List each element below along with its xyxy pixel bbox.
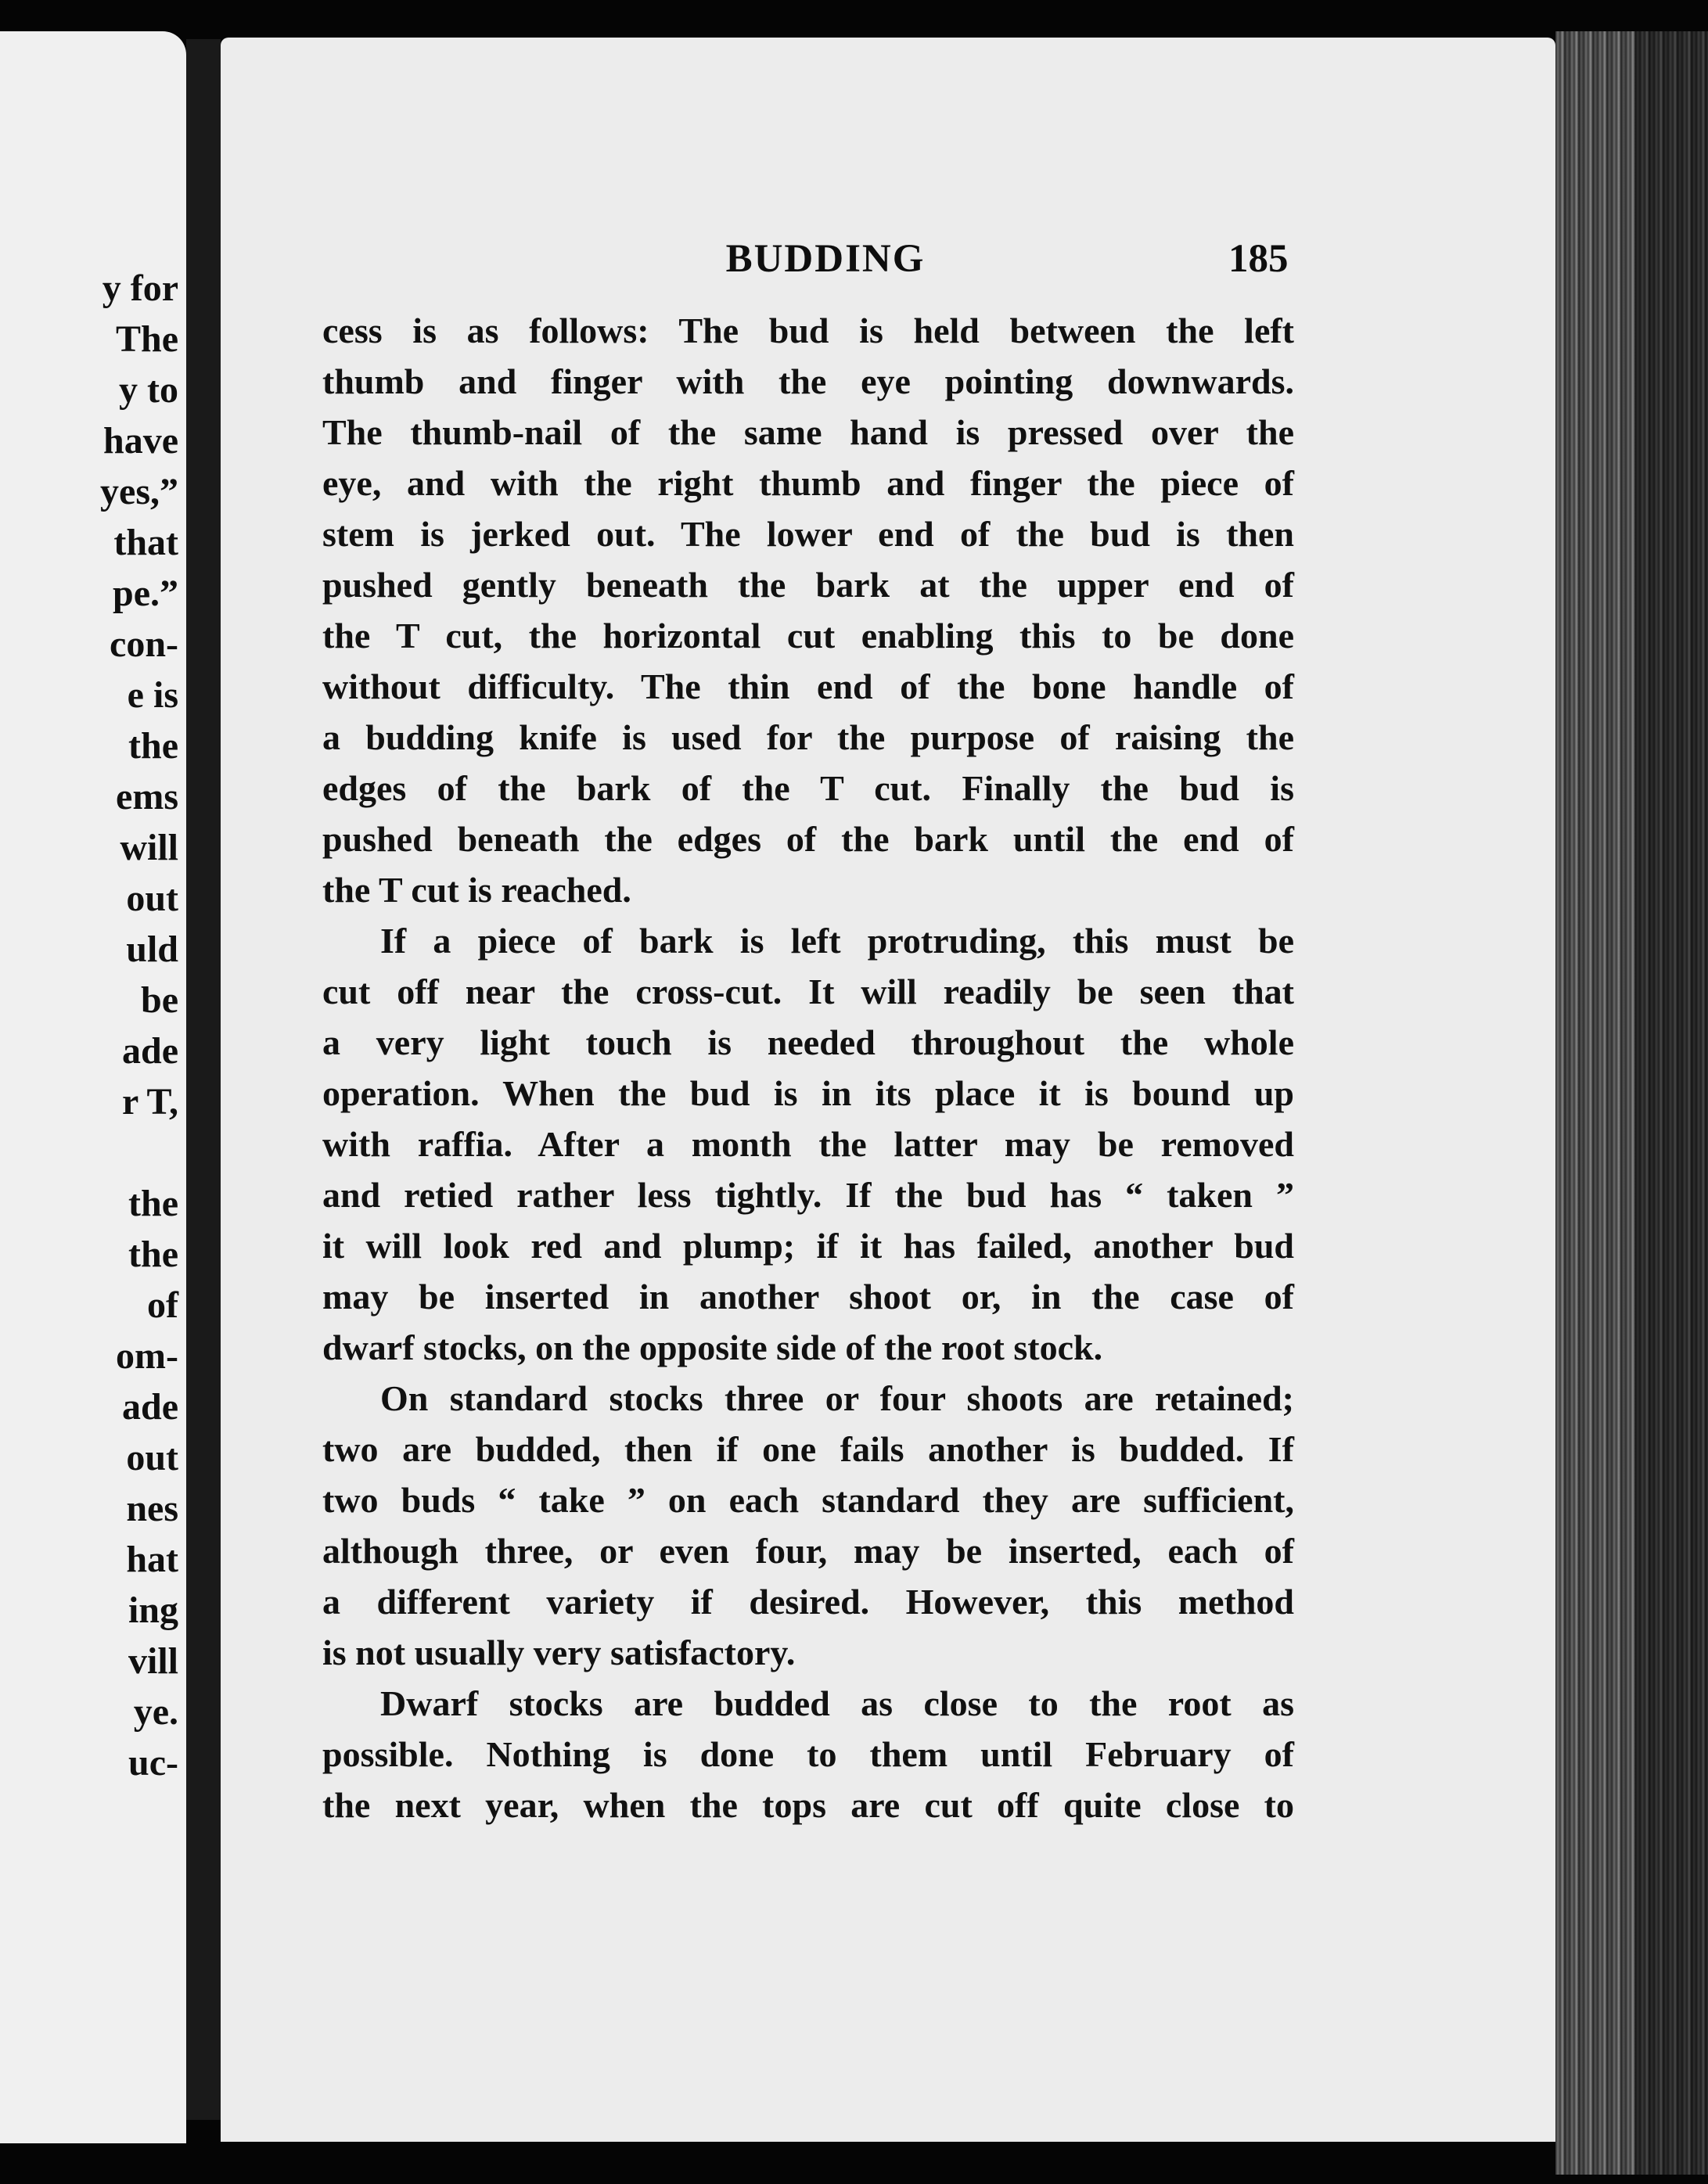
left-page-fragment: out — [126, 1437, 178, 1478]
body-line: a different variety if desired. However, this method — [322, 1582, 1294, 1622]
body-line: without difficulty. The thin end of the bone handle of — [322, 666, 1294, 706]
body-line: pushed beneath the edges of the bark until the end of — [322, 819, 1294, 859]
left-page-fragment: The — [115, 318, 178, 360]
left-page-fragment: y for — [102, 268, 178, 309]
left-page-fragment: hat — [126, 1539, 178, 1580]
left-page-fragment: e is — [127, 674, 178, 716]
body-line: The thumb-nail of the same hand is pressed over the — [322, 412, 1294, 452]
body-line: eye, and with the right thumb and finger the piece of — [322, 463, 1294, 503]
body-line: a very light touch is needed throughout the whole — [322, 1022, 1294, 1062]
left-page-fragment: ing — [128, 1590, 178, 1631]
left-page-fragment: ade — [122, 1030, 178, 1072]
left-page-fragment: om- — [116, 1335, 178, 1377]
body-line: If a piece of bark is left protruding, this must be — [380, 921, 1294, 961]
left-page-fragment: ade — [122, 1386, 178, 1428]
body-line: two are budded, then if one fails another is budded. If — [322, 1429, 1294, 1469]
left-page-fragment: have — [103, 420, 178, 462]
left-page-fragment: the — [128, 1183, 178, 1224]
body-line: dwarf stocks, on the opposite side of the root stock. — [322, 1327, 1103, 1367]
left-facing-page — [0, 31, 186, 2143]
body-line: thumb and finger with the eye pointing downwards. — [322, 361, 1294, 401]
book-gutter — [186, 39, 221, 2120]
body-line: edges of the bark of the T cut. Finally the bud is — [322, 768, 1294, 808]
body-line: the T cut, the horizontal cut enabling this to be done — [322, 616, 1294, 656]
body-line: and retied rather less tightly. If the bud has “ taken ” — [322, 1175, 1294, 1215]
running-head-title: BUDDING — [725, 237, 926, 281]
body-line: cess is as follows: The bud is held between the left — [322, 311, 1294, 350]
left-page-fragment: out — [126, 878, 178, 919]
body-line: operation. When the bud is in its place it is bound up — [322, 1073, 1294, 1113]
body-line: it will look red and plump; if it has failed, another bud — [322, 1226, 1294, 1266]
body-line: a budding knife is used for the purpose of raising the — [322, 717, 1294, 757]
left-page-fragment: of — [147, 1284, 178, 1326]
left-page-fragment: the — [128, 725, 178, 767]
main-page — [221, 38, 1555, 2142]
body-line: possible. Nothing is done to them until February of — [322, 1734, 1294, 1774]
body-line: the next year, when the tops are cut off quite close to — [322, 1785, 1294, 1825]
page-fore-edge-shadow — [1635, 31, 1708, 2175]
left-page-fragment: nes — [126, 1488, 178, 1529]
page-number: 185 — [1228, 237, 1289, 281]
left-page-fragment: be — [141, 979, 178, 1021]
body-line: although three, or even four, may be inserted, each of — [322, 1531, 1294, 1571]
body-line: cut off near the cross-cut. It will readily be seen that — [322, 972, 1294, 1011]
left-page-fragment: ems — [116, 776, 178, 817]
left-page-fragment: r T, — [121, 1081, 178, 1123]
left-page-fragment: y to — [119, 369, 178, 411]
left-page-fragment: the — [128, 1234, 178, 1275]
left-page-fragment: con- — [110, 623, 178, 665]
body-line: two buds “ take ” on each standard they are sufficient, — [322, 1480, 1294, 1520]
body-line: Dwarf stocks are budded as close to the root as — [380, 1683, 1294, 1723]
body-line: with raffia. After a month the latter may be removed — [322, 1124, 1294, 1164]
body-line: stem is jerked out. The lower end of the bud is then — [322, 514, 1294, 554]
body-line: pushed gently beneath the bark at the upper end of — [322, 565, 1294, 605]
left-page-fragment: ye. — [133, 1691, 178, 1733]
body-line: may be inserted in another shoot or, in the case of — [322, 1277, 1294, 1317]
left-page-fragment: uc- — [128, 1742, 178, 1783]
body-line: the T cut is reached. — [322, 870, 631, 910]
left-page-fragment: pe.” — [113, 573, 178, 614]
left-page-fragment: uld — [126, 929, 178, 970]
left-page-fragment: yes,” — [100, 471, 178, 512]
left-page-fragment: vill — [128, 1640, 178, 1682]
left-page-fragment: that — [113, 522, 178, 563]
body-line: On standard stocks three or four shoots are retained; — [380, 1378, 1294, 1418]
body-line: is not usually very satisfactory. — [322, 1633, 796, 1672]
left-page-fragment: will — [120, 827, 178, 868]
